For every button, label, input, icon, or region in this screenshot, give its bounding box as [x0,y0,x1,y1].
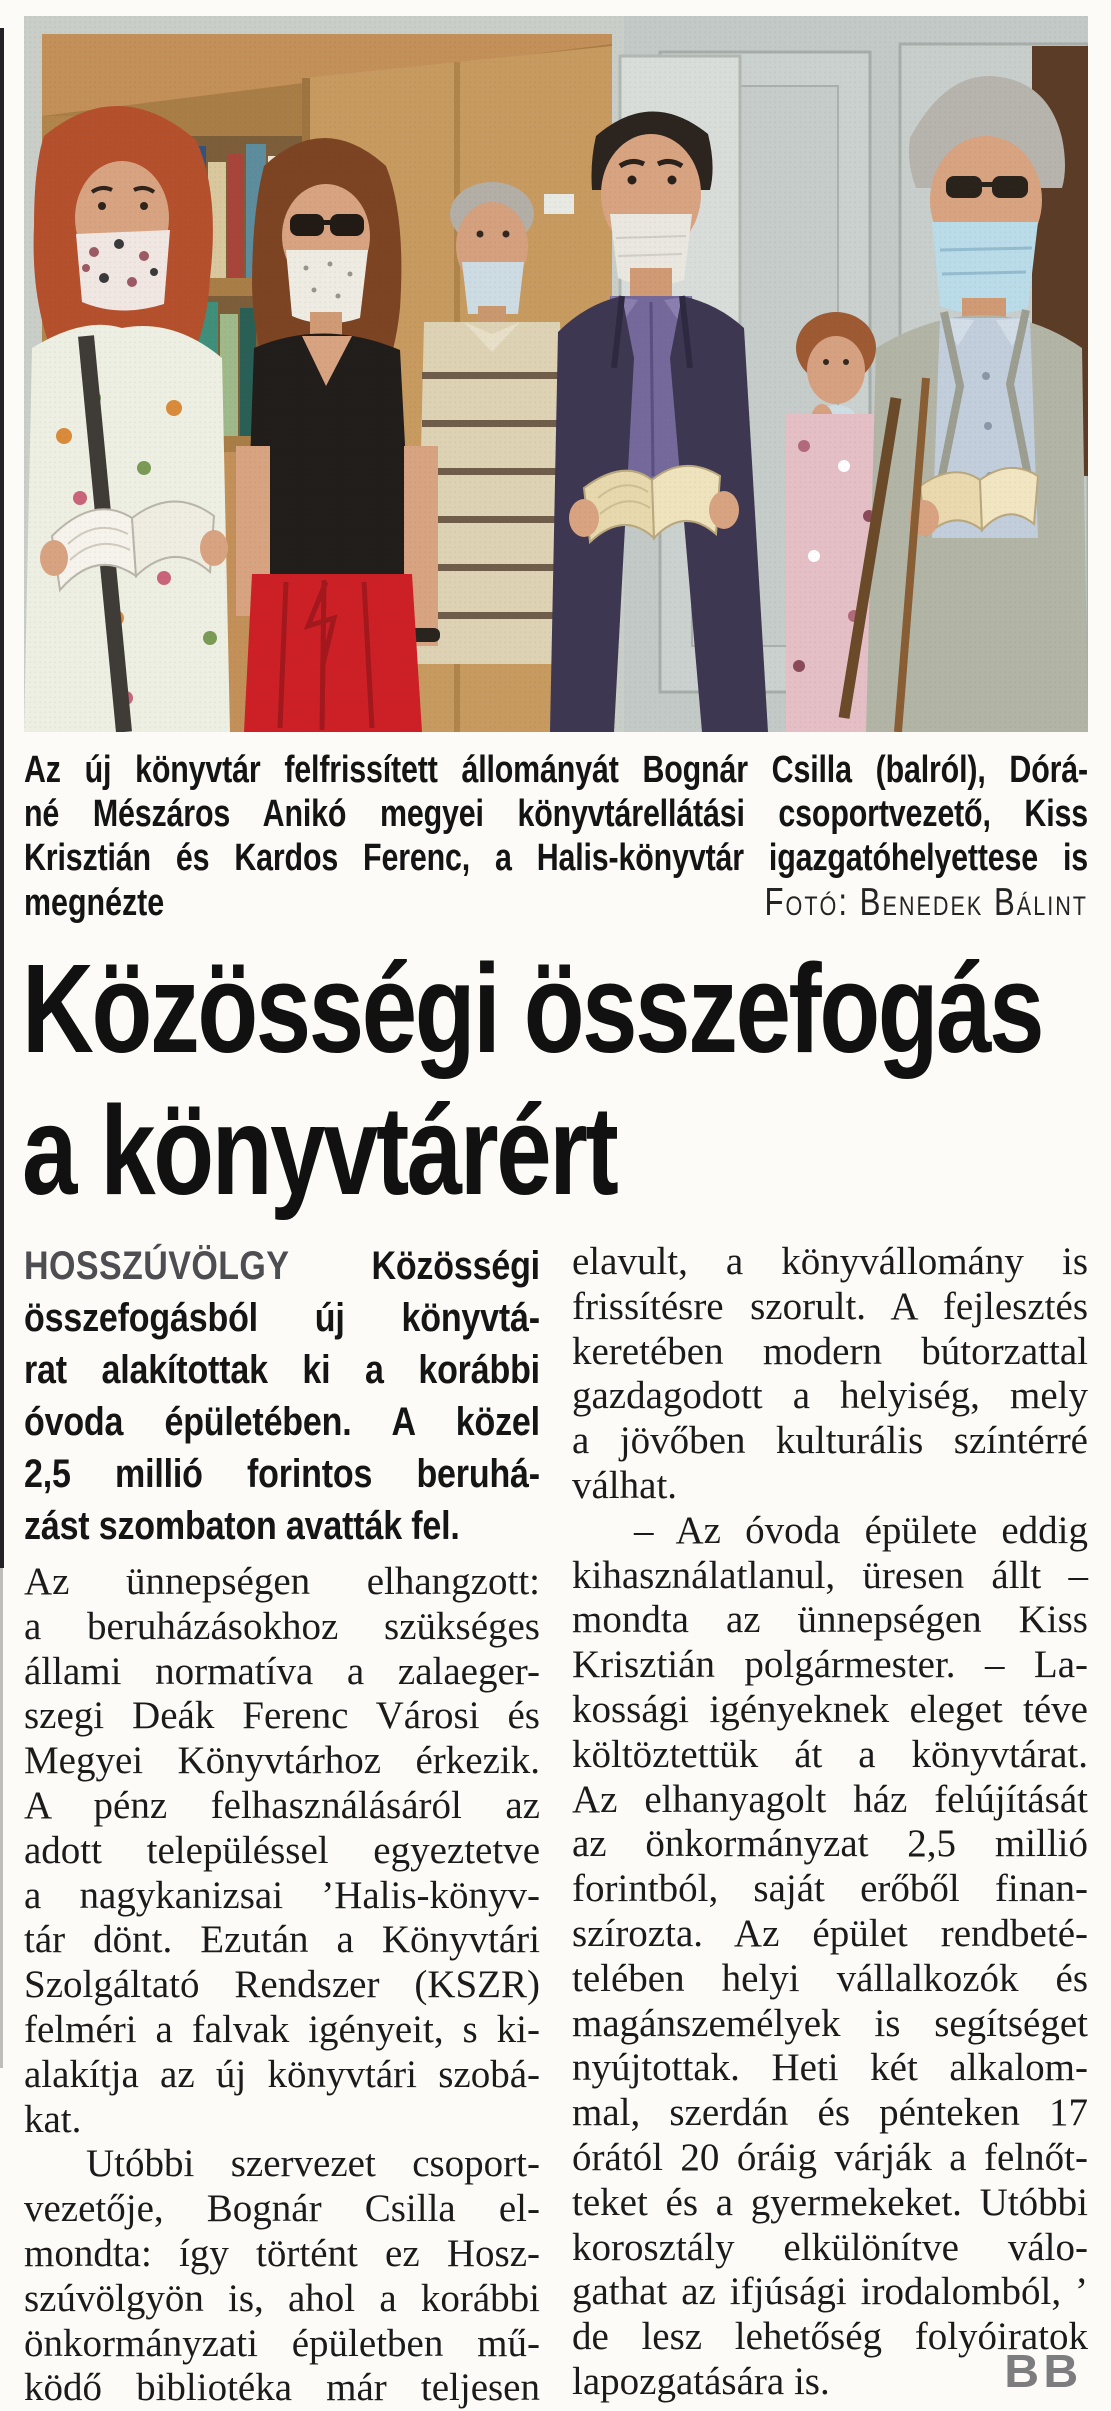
text-line: ködő bibliotéka már teljesen [24,2366,540,2410]
text-line: szúvölgyön is, ahol a korábbi [24,2276,540,2320]
text-line: A pénz felhasználásáról az [24,1783,540,1827]
text-line: az önkormányzat 2,5 millió [572,1822,1088,1866]
caption-last-line: megnézte [24,882,165,924]
text-line: önkormányzati épületben mű- [24,2321,540,2365]
text-line: magánszemélyek is segítséget [572,2001,1088,2045]
text-line: kihasználatlanul, üresen állt – [572,1553,1088,1597]
text-line: keretében modern bútorzattal [572,1329,1088,1373]
text-line: korosztály elkülönítve válo- [572,2225,1088,2269]
article-photo [24,16,1088,732]
halftone-overlay [24,16,1088,732]
text-line: kossági igényeknek eleget téve [572,1687,1088,1731]
text-line: frissítésre szorult. A fejlesztés [572,1284,1088,1328]
scan-edge-artifact-faint [0,1568,3,2068]
text-line: órától 20 óráig várják a felnőt- [572,2135,1088,2179]
text-line: összefogásból új könyvtá- [24,1296,540,1340]
photo-credit: Fotó: Benedek Bálint [764,881,1088,924]
text-line: gazdagodott a helyiség, mely [572,1374,1088,1418]
text-line: óvoda épületében. A közel [24,1400,540,1444]
text-line: a nagykanizsai ’Halis-könyv- [24,1873,540,1917]
text-line: Szolgáltató Rendszer (KSZR) [24,1963,540,2007]
headline-line-2: a könyvtárért [22,1080,617,1221]
text-line: vezetője, Bognár Csilla el- [24,2187,540,2231]
text-line: adott településsel egyeztetve [24,1828,540,1872]
text-line: nyújtottak. Heti két alkalom- [572,2046,1088,2090]
text-line: né Mészáros Anikó megyei könyvtárellátási csoportvezető, Kiss [24,793,1088,835]
text-line: tár dönt. Ezután a Könyvtári [24,1918,540,1962]
headline-line-1: Közösségi összefogás [22,938,1043,1079]
text-line: 2,5 millió forintos beruhá- [24,1452,540,1496]
text-line: elavult, a könyvállomány is [572,1240,1088,1283]
text-line: a beruházásokhoz szükséges [24,1604,540,1648]
text-line: telében helyi vállalkozók és [572,1956,1088,2000]
text-line: felméri a falvak igényeit, s ki- [24,2007,540,2051]
text-line: Az elhanyagolt ház felújítását [572,1777,1088,1821]
body-text-column-1 [24,1560,540,2411]
headline [22,938,1081,1222]
text-line: – Az óvoda épülete eddig [634,1508,1088,1552]
photo-caption [24,748,1088,926]
text-line: költöztettük át a könyvtárat. [572,1732,1088,1776]
lead-first-line-rest: Közösségi [371,1244,540,1288]
article-column-1 [24,1240,540,2411]
text-line: mal, szerdán és pénteken 17 [572,2091,1088,2135]
scan-edge-artifact [0,28,4,1568]
text-line: Krisztián és Kardos Ferenc, a Halis-könyvtár igazgatóhelyettese is [24,837,1088,879]
body-text-column-2 [572,1240,1088,2405]
photo-image [24,16,1088,732]
text-line: a jövőben kulturális színtérré [572,1419,1088,1463]
text-line: forintból, saját erőből finan- [572,1867,1088,1911]
text-line: Megyei Könyvtárhoz érkezik. [24,1739,540,1783]
article-column-2 [572,1240,1088,2405]
text-line: Krisztián polgármester. – La- [572,1643,1088,1687]
location-tag: HOSSZÚVÖLGY [24,1244,290,1288]
text-line: teket és a gyermekeket. Utóbbi [572,2180,1088,2224]
byline-initials: BB [1003,2345,1082,2397]
text-line: kat. [24,2097,82,2141]
text-line: szírozta. Az épület rendbeté- [572,1911,1088,1955]
text-line: Az új könyvtár felfrissített állományát Bognár Csilla (balról), Dórá- [24,749,1088,791]
text-line: rat alakítottak ki a korábbi [24,1348,540,1392]
text-line: állami normatíva a zalaeger- [24,1649,540,1693]
text-line: gathat az ifjúsági irodalomból, ’ [572,2270,1088,2314]
text-line: zást szombaton avatták fel. [24,1504,460,1548]
text-line: válhat. [572,1463,678,1507]
text-line: de lesz lehetőség folyóiratok [572,2315,1088,2359]
text-line: mondta az ünnepségen Kiss [572,1598,1088,1642]
text-line: Utóbbi szervezet csoport- [86,2142,540,2186]
text-line: lapozgatására is. [572,2359,830,2403]
lead-paragraph [24,1240,540,1552]
text-line: Az ünnepségen elhangzott: [24,1560,540,1603]
text-line: alakítja az új könyvtári szobá- [24,2052,540,2096]
text-line: szegi Deák Ferenc Városi és [24,1694,540,1738]
text-line: mondta: így történt ez Hosz- [24,2231,540,2275]
